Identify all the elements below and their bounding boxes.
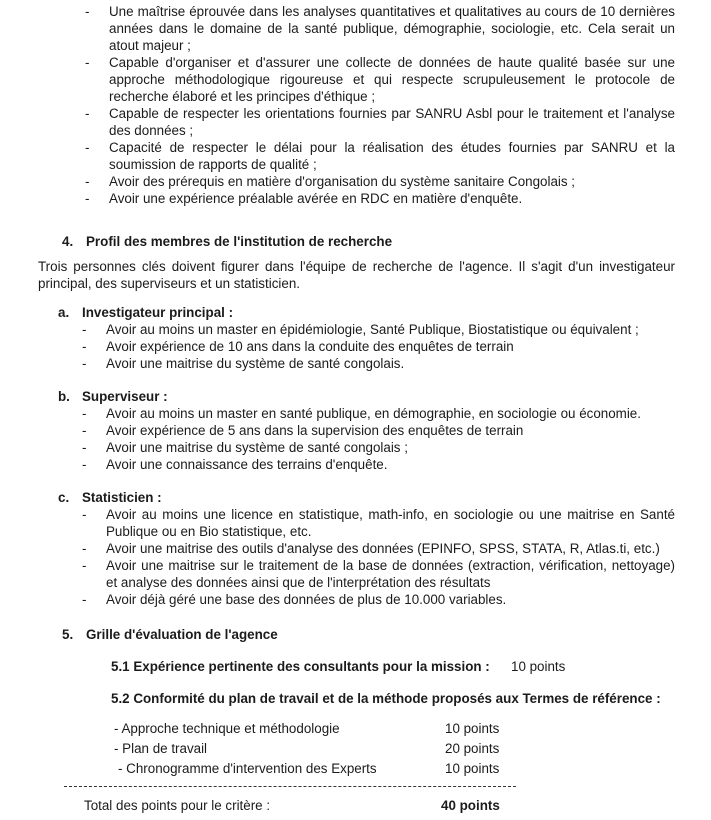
role-c-heading: c. Statisticien : (58, 490, 162, 505)
section-4-intro: Trois personnes clés doivent figurer dans l'équipe de recherche de l'agence. Il s'agit d'un investigateur principal, des superviseurs et un statisticien. (38, 259, 675, 291)
score-points: 20 points (445, 741, 500, 756)
bullet-dash: - (82, 541, 87, 556)
list-item: - Avoir au moins une licence en statistique, math-info, en sociologie ou une maitrise en Santé Publique ou en Bio statistique, etc. (82, 507, 675, 539)
list-item: - Capable d'organiser et d'assurer une collecte de données de haute qualité basée sur une approche méthodologique rigoureuse et qui respecte scrupuleusement le protocole de recherche élaboré et les principes d'éthique ; (85, 55, 675, 104)
list-item: - Avoir au moins un master en santé publique, en démographie, en sociologie ou économie. (82, 406, 641, 421)
list-item: - Avoir une maitrise des outils d'analyse des données (EPINFO, SPSS, STATA, R, Atlas.ti, etc.) (82, 541, 660, 556)
bullet-dash: - (82, 507, 87, 522)
list-item: - Une maîtrise éprouvée dans les analyses quantitatives et qualitatives au cours de 10 dernières années dans le domaine de la santé publique, démographie, sociologie, etc. Cela serait un atout majeur ; (85, 4, 675, 53)
role-b-list (82, 405, 675, 473)
bullet-dash: - (82, 440, 87, 455)
role-b-heading: b. Superviseur : (58, 389, 168, 404)
score-label: - Plan de travail (114, 741, 208, 756)
section-5-1-points: 10 points (511, 659, 566, 674)
list-item: - Avoir une maitrise du système de santé congolais. (82, 356, 405, 371)
bullet-dash: - (85, 55, 90, 70)
list-item: - Avoir une maitrise sur le traitement de la base de données (extraction, vérification, nettoyage) et analyse des données ainsi que de l'interprétation des résultats (82, 558, 675, 590)
section-4-heading: 4. Profil des membres de l'institution de recherche (62, 234, 393, 249)
bullet-dash: - (82, 592, 87, 607)
bullet-dash: - (82, 423, 87, 438)
score-points: 10 points (445, 721, 500, 736)
bullet-dash: - (85, 174, 90, 189)
list-item: - Avoir expérience de 10 ans dans la conduite des enquêtes de terrain (82, 339, 514, 354)
list-item: - Avoir des prérequis en matière d'organisation du système sanitaire Congolais ; (85, 174, 576, 189)
section-5-1-title: 5.1 Expérience pertinente des consultants pour la mission : (111, 659, 490, 674)
bullet-dash: - (85, 4, 90, 19)
score-points: 10 points (445, 761, 500, 776)
bullet-dash: - (82, 322, 87, 337)
bullet-dash: - (82, 406, 87, 421)
list-item: - Avoir une connaissance des terrains d'enquête. (82, 457, 388, 472)
list-item: - Avoir expérience de 5 ans dans la supervision des enquêtes de terrain (82, 423, 524, 438)
section-5-2-title: 5.2 Conformité du plan de travail et de la méthode proposés aux Termes de référence : (111, 691, 661, 706)
bullet-dash: - (82, 356, 87, 371)
bullet-dash: - (85, 140, 90, 155)
role-c-list (82, 506, 675, 608)
bullet-dash: - (82, 339, 87, 354)
list-item: - Avoir une expérience préalable avérée en RDC en matière d'enquête. (85, 191, 523, 206)
list-item: - Avoir déjà géré une base des données de plus de 10.000 variables. (82, 592, 507, 607)
bullet-dash: - (85, 191, 90, 206)
list-item: - Avoir une maitrise du système de santé congolais ; (82, 440, 408, 455)
score-label: - Approche technique et méthodologie (114, 721, 340, 736)
role-a-list (82, 321, 675, 372)
bullet-dash: - (82, 457, 87, 472)
bullet-dash: - (85, 106, 90, 121)
list-item: - Avoir au moins un master en épidémiologie, Santé Publique, Biostatistique ou équivalent ; (82, 322, 639, 337)
total-points: 40 points (441, 798, 500, 813)
dashed-separator (64, 786, 516, 787)
bullet-dash: - (82, 558, 87, 573)
list-item: - Capacité de respecter le délai pour la réalisation des études fournies par SANRU et la soumission de rapports de qualité ; (85, 140, 675, 172)
total-label: Total des points pour le critère : (84, 798, 271, 813)
section-5-heading: 5. Grille d'évaluation de l'agence (62, 627, 278, 642)
list-item: - Capable de respecter les orientations fournies par SANRU Asbl pour le traitement et l'analyse des données ; (85, 106, 675, 138)
requirements-list (85, 3, 675, 207)
score-label: - Chronogramme d'intervention des Experts (118, 761, 377, 776)
role-a-heading: a. Investigateur principal : (58, 305, 234, 320)
